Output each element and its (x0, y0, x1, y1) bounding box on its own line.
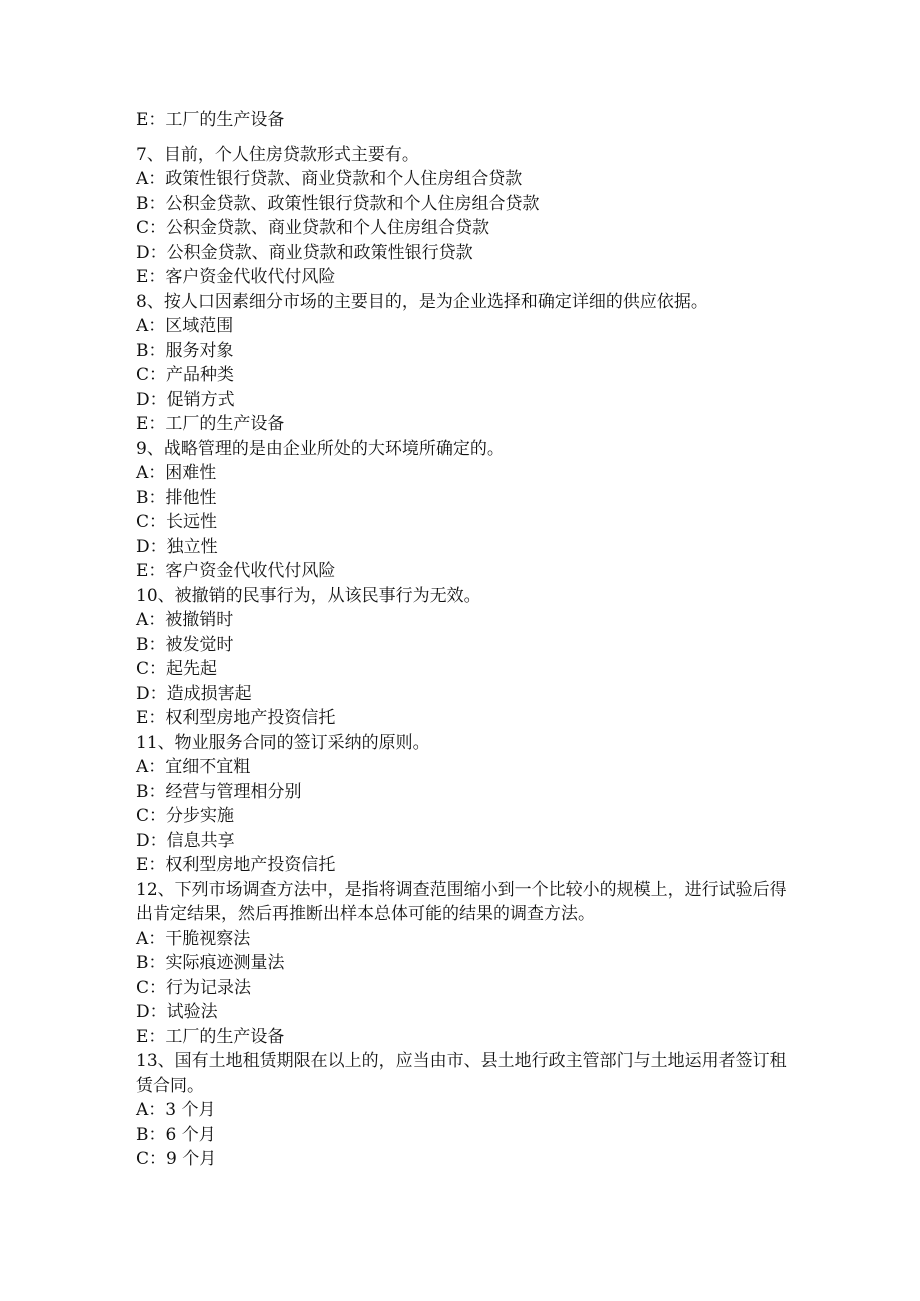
question-12-option-b: B：实际痕迹测量法 (136, 953, 285, 973)
question-11-option-e: E：权利型房地产投资信托 (136, 855, 336, 875)
question-7-option-a: A：政策性银行贷款、商业贷款和个人住房组合贷款 (136, 169, 523, 189)
question-13-option-a: A：3 个月 (136, 1100, 216, 1120)
question-8-option-d: D：促销方式 (136, 389, 235, 410)
question-9-option-c: C：长远性 (136, 512, 218, 532)
question-9-option-d: D：独立性 (136, 536, 218, 557)
question-12-option-d: D：试验法 (136, 1002, 218, 1022)
question-7-stem: 7、目前，个人住房贷款形式主要有。 (136, 144, 419, 165)
question-9-option-e: E：客户资金代收代付风险 (136, 561, 336, 581)
question-7-option-e: E：客户资金代收代付风险 (136, 267, 336, 287)
question-11-option-c: C：分步实施 (136, 806, 235, 826)
option-e-previous: E：工厂的生产设备 (136, 110, 285, 130)
question-10-option-d: D：造成损害起 (136, 683, 252, 704)
question-10-option-a: A：被撤销时 (136, 610, 234, 630)
question-8-option-e: E：工厂的生产设备 (136, 414, 285, 434)
question-7-option-b: B：公积金贷款、政策性银行贷款和个人住房组合贷款 (136, 193, 540, 214)
question-9-option-b: B：排他性 (136, 487, 217, 508)
question-12-option-c: C：行为记录法 (136, 977, 252, 998)
question-13-option-c: C：9 个月 (136, 1149, 217, 1169)
question-13-option-b: B：6 个月 (136, 1124, 216, 1145)
question-11-option-b: B：经营与管理相分别 (136, 781, 302, 802)
question-8-stem: 8、按人口因素细分市场的主要目的，是为企业选择和确定详细的供应依据。 (136, 291, 708, 312)
question-10-option-c: C：起先起 (136, 659, 218, 679)
question-10-option-b: B：被发觉时 (136, 634, 234, 655)
question-8-option-b: B：服务对象 (136, 340, 234, 361)
question-12-option-e: E：工厂的生产设备 (136, 1026, 285, 1047)
document-page (136, 108, 796, 1172)
question-11-option-a: A：宜细不宜粗 (136, 757, 251, 777)
question-10-stem: 10、被撤销的民事行为，从该民事行为无效。 (136, 585, 481, 606)
question-9-option-a: A：困难性 (136, 463, 217, 483)
question-8-option-a: A：区域范围 (136, 316, 234, 336)
question-13-stem: 13、国有土地租赁期限在以上的，应当由市、县土地行政主管部门与土地运用者签订租赁合同。 (136, 1051, 787, 1096)
question-7-option-d: D：公积金贷款、商业贷款和政策性银行贷款 (136, 242, 473, 263)
question-11-stem: 11、物业服务合同的签订采纳的原则。 (136, 732, 430, 753)
question-11-option-d: D：信息共享 (136, 830, 235, 851)
question-7-option-c: C：公积金贷款、商业贷款和个人住房组合贷款 (136, 218, 490, 238)
question-12-option-a: A：干脆视察法 (136, 928, 251, 949)
question-8-option-c: C：产品种类 (136, 365, 235, 385)
question-12-stem: 12、下列市场调查方法中，是指将调查范围缩小到一个比较小的规模上，进行试验后得出肯定结果，然后再推断出样本总体可能的结果的调查方法。 (136, 879, 787, 924)
question-9-stem: 9、战略管理的是由企业所处的大环境所确定的。 (136, 438, 504, 459)
section-gap (136, 133, 796, 143)
question-10-option-e: E：权利型房地产投资信托 (136, 708, 336, 728)
